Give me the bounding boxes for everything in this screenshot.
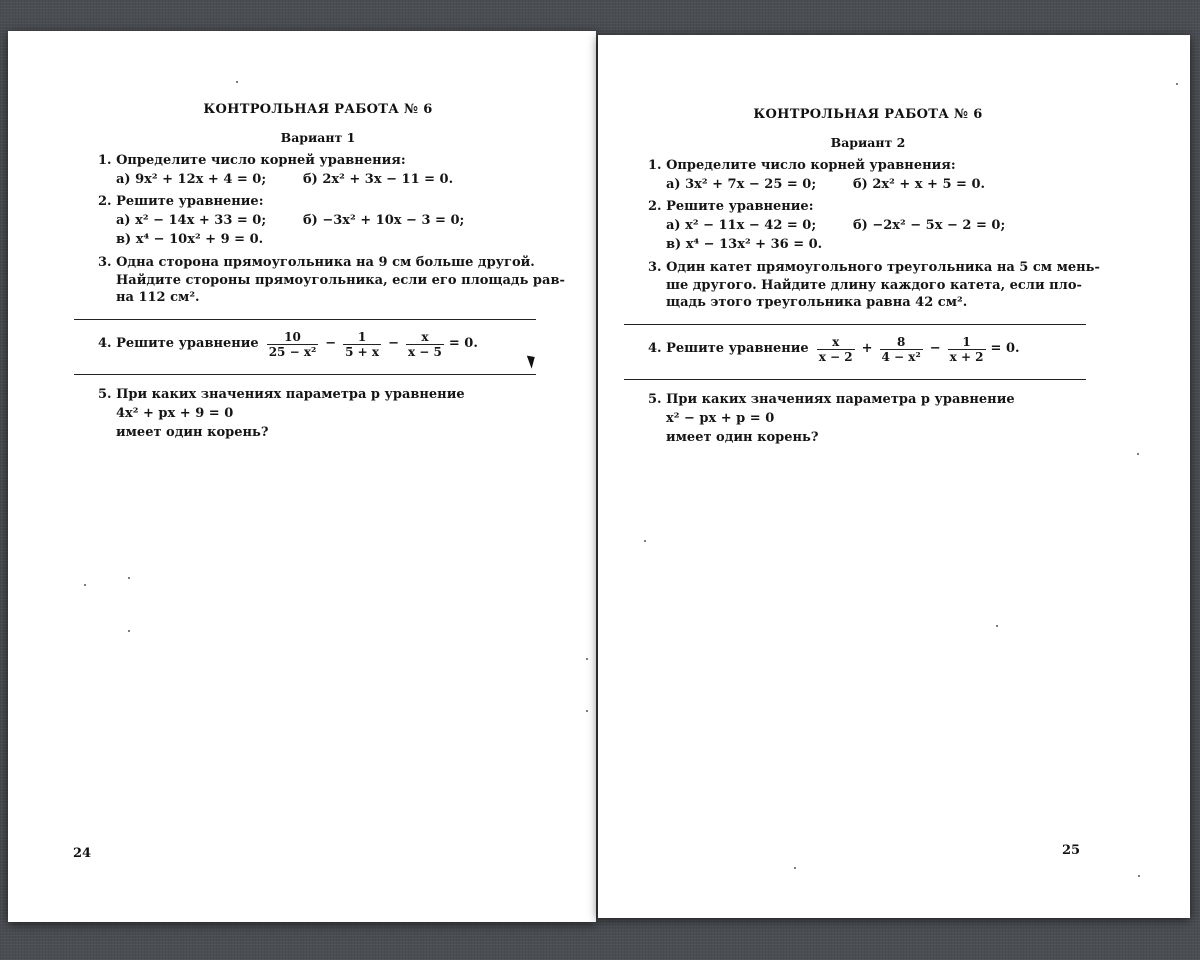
task-4-equals: = 0. bbox=[990, 341, 1020, 356]
fraction-1-denominator: 25 − x² bbox=[268, 344, 317, 359]
fraction-3-denominator: x + 2 bbox=[949, 349, 984, 364]
task-1-items bbox=[98, 170, 538, 189]
left-page-content bbox=[98, 100, 565, 442]
task-5-text: 5. При каких значениях параметра p уравнение bbox=[98, 387, 465, 402]
fraction-1-denominator: x − 2 bbox=[818, 349, 853, 364]
task-2-items bbox=[98, 211, 538, 230]
fraction-2-denominator: 5 + x bbox=[345, 344, 380, 359]
scan-speck bbox=[236, 81, 238, 83]
task-2-text: 2. Решите уравнение: bbox=[648, 199, 814, 214]
fraction-3 bbox=[406, 330, 444, 359]
fraction-1-numerator: 10 bbox=[284, 329, 301, 344]
scan-speck bbox=[644, 540, 646, 542]
fraction-2 bbox=[880, 335, 923, 364]
scan-speck bbox=[1137, 453, 1139, 455]
operator-1: + bbox=[861, 341, 873, 356]
scan-speck bbox=[794, 867, 796, 869]
fraction-3 bbox=[948, 335, 986, 364]
task-2-items bbox=[648, 216, 1088, 235]
task-3-line-2: Найдите стороны прямоугольника, если его площадь рав- bbox=[116, 273, 565, 288]
task-2 bbox=[98, 192, 538, 249]
task-2-item-a: а) x² − 14x + 33 = 0; bbox=[116, 213, 267, 228]
scan-speck bbox=[128, 577, 130, 579]
task-4 bbox=[98, 324, 538, 364]
task-1-text: 1. Определите число корней уравнения: bbox=[648, 158, 956, 173]
task-2-item-b: б) −2x² − 5x − 2 = 0; bbox=[853, 218, 1006, 233]
fraction-3-denominator: x − 5 bbox=[407, 344, 442, 359]
scan-speck bbox=[1138, 875, 1140, 877]
fraction-3-numerator: x bbox=[421, 329, 429, 344]
task-5 bbox=[98, 385, 538, 442]
fraction-1-numerator: x bbox=[832, 334, 840, 349]
task-5-question: имеет один корень? bbox=[116, 425, 269, 440]
task-3-line-1: 3. Один катет прямоугольного треугольника на 5 см мень- bbox=[648, 260, 1100, 275]
scan-speck bbox=[586, 710, 588, 712]
scan-speck bbox=[586, 658, 588, 660]
scan-speck bbox=[128, 630, 130, 632]
fraction-3-numerator: 1 bbox=[962, 334, 971, 349]
fraction-1 bbox=[817, 335, 855, 364]
task-2 bbox=[648, 197, 1088, 254]
task-4-text: 4. Решите уравнение bbox=[98, 336, 259, 351]
task-3 bbox=[98, 253, 565, 306]
task-3-line-2: ше другого. Найдите длину каждого катета, если пло- bbox=[666, 278, 1082, 293]
task-2-item-c: в) x⁴ − 13x² + 36 = 0. bbox=[666, 237, 823, 252]
task-5-question: имеет один корень? bbox=[666, 430, 819, 445]
page-number: 25 bbox=[1062, 843, 1081, 858]
task-1-item-a: а) 9x² + 12x + 4 = 0; bbox=[116, 172, 267, 187]
task-1-items bbox=[648, 175, 1088, 194]
right-page bbox=[598, 35, 1190, 918]
task-1-text: 1. Определите число корней уравнения: bbox=[98, 153, 406, 168]
task-5 bbox=[648, 390, 1088, 447]
task-4-text: 4. Решите уравнение bbox=[648, 341, 809, 356]
variant-heading: Вариант 1 bbox=[280, 130, 356, 145]
page-title: КОНТРОЛЬНАЯ РАБОТА № 6 bbox=[753, 107, 983, 122]
fraction-2 bbox=[343, 330, 381, 359]
task-2-item-a: а) x² − 11x − 42 = 0; bbox=[666, 218, 817, 233]
variant-heading: Вариант 2 bbox=[830, 135, 906, 150]
task-1 bbox=[98, 151, 538, 189]
task-4-equals: = 0. bbox=[448, 336, 478, 351]
scan-speck bbox=[84, 584, 86, 586]
fraction-2-numerator: 1 bbox=[357, 329, 367, 344]
divider bbox=[624, 379, 1086, 380]
scan-speck bbox=[1176, 83, 1178, 85]
task-1-item-a: а) 3x² + 7x − 25 = 0; bbox=[666, 177, 817, 192]
operator-2: − bbox=[929, 341, 941, 356]
task-1-item-b: б) 2x² + 3x − 11 = 0. bbox=[303, 172, 454, 187]
task-3-line-3: на 112 см². bbox=[116, 290, 200, 305]
task-3-line-1: 3. Одна сторона прямоугольника на 9 см больше другой. bbox=[98, 255, 535, 270]
divider bbox=[74, 319, 536, 320]
divider bbox=[74, 374, 536, 375]
task-2-item-c: в) x⁴ − 10x² + 9 = 0. bbox=[116, 232, 264, 247]
fraction-1 bbox=[267, 330, 319, 359]
task-3 bbox=[648, 258, 1100, 311]
right-page-content bbox=[648, 105, 1100, 447]
task-5-text: 5. При каких значениях параметра p уравнение bbox=[648, 392, 1015, 407]
task-5-equation: x² − px + p = 0 bbox=[666, 411, 775, 426]
task-1-item-b: б) 2x² + x + 5 = 0. bbox=[853, 177, 986, 192]
scan-speck bbox=[996, 625, 998, 627]
fraction-2-denominator: 4 − x² bbox=[881, 349, 921, 364]
page-number: 24 bbox=[73, 846, 92, 861]
fraction-2-numerator: 8 bbox=[896, 334, 906, 349]
task-4 bbox=[648, 329, 1088, 369]
task-3-line-3: щадь этого треугольника равна 42 см². bbox=[666, 295, 968, 310]
task-2-text: 2. Решите уравнение: bbox=[98, 194, 264, 209]
task-2-item-b: б) −3x² + 10x − 3 = 0; bbox=[303, 213, 465, 228]
operator-1: − bbox=[325, 336, 337, 351]
page-title: КОНТРОЛЬНАЯ РАБОТА № 6 bbox=[203, 102, 433, 117]
operator-2: − bbox=[388, 336, 399, 351]
left-page bbox=[8, 31, 596, 922]
task-1 bbox=[648, 156, 1088, 194]
task-5-equation: 4x² + px + 9 = 0 bbox=[116, 406, 234, 421]
divider bbox=[624, 324, 1086, 325]
